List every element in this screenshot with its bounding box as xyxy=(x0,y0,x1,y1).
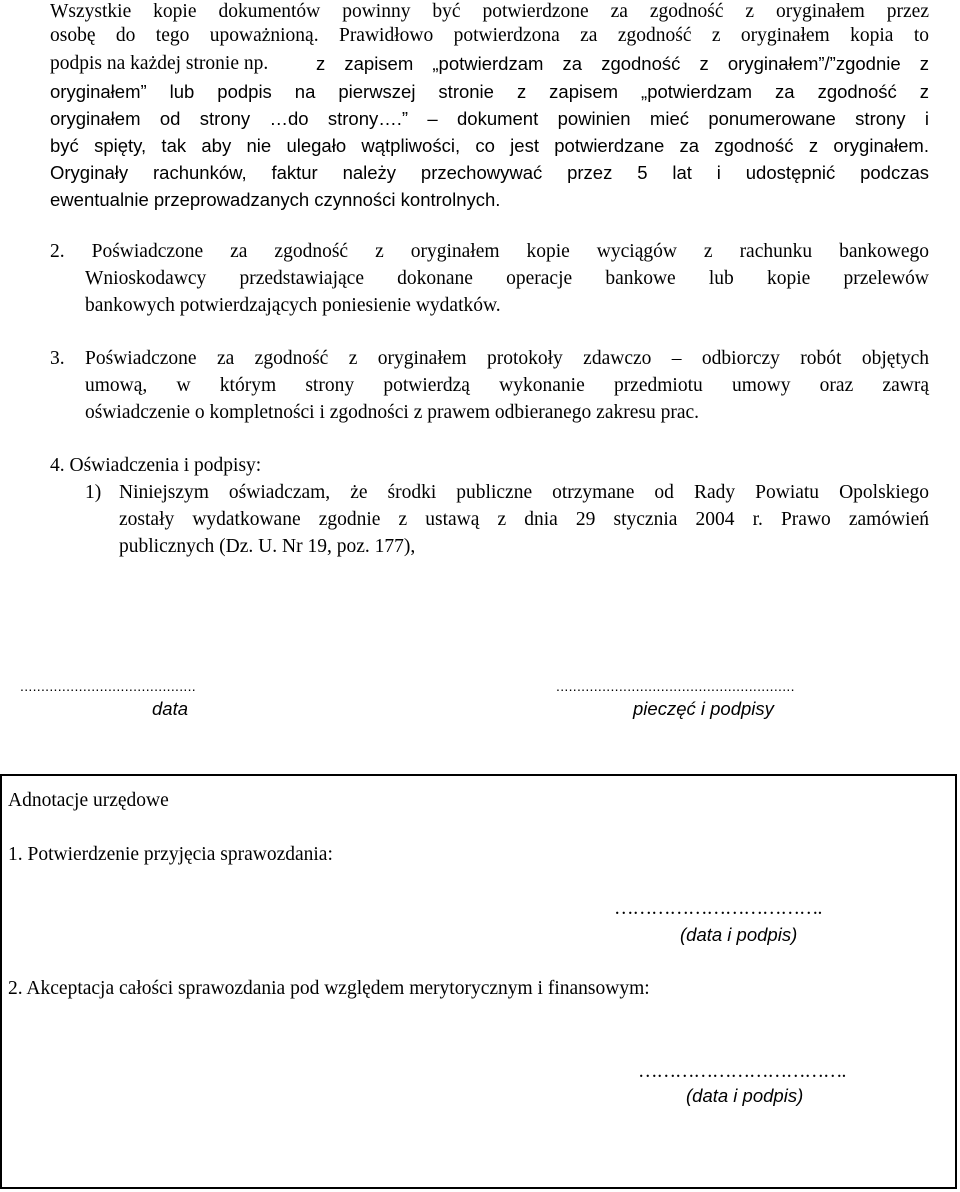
section4-heading: 4. Oświadczenia i podpisy: xyxy=(50,455,262,476)
stamp-signature-label: pieczęć i podpisy xyxy=(633,698,774,719)
section4-item-line-1: Niniejszym oświadczam, że środki publiczne otrzymane od Rady Powiatu Opolskiego xyxy=(119,482,929,503)
section3-line-3: oświadczenie o kompletności i zgodności z prawem odbieranego zakresu prac. xyxy=(85,402,700,423)
intro-line-1: Wszystkie kopie dokumentów powinny być potwierdzone za zgodność z oryginałem przez xyxy=(50,1,929,22)
date-label: data xyxy=(152,698,189,719)
section2-line-1: 2. Poświadczone za zgodność z oryginałem kopie wyciągów z rachunku bankowego xyxy=(50,241,929,262)
annotation-item-1: 1. Potwierdzenie przyjęcia sprawozdania: xyxy=(8,844,333,865)
section2-line-2: Wnioskodawcy przedstawiające dokonane operacje bankowe lub kopie przelewów xyxy=(85,268,929,289)
annotation-item-2: 2. Akceptacja całości sprawozdania pod względem merytorycznym i finansowym: xyxy=(8,978,650,999)
section4-item-line-3: publicznych (Dz. U. Nr 19, poz. 177), xyxy=(119,536,416,557)
intro-line-5: oryginałem od strony …do strony….” – dokument powinien mieć ponumerowane strony i xyxy=(50,108,929,129)
section3-line-2: umową, w którym strony potwierdzą wykonanie przedmiotu umowy oraz zawrą xyxy=(85,375,929,396)
intro-line-6: być spięty, tak aby nie ulegało wątpliwości, co jest potwierdzane za zgodność z oryginałem. xyxy=(50,135,929,156)
stamp-signature-dots: ......................................................... xyxy=(556,678,795,694)
intro-line-8: ewentualnie przeprowadzanych czynności kontrolnych. xyxy=(50,189,501,210)
section2-line-3: bankowych potwierdzających poniesienie wydatków. xyxy=(85,295,501,316)
intro-line-3b: z zapisem „potwierdzam za zgodność z oryginałem”/”zgodnie z xyxy=(316,53,929,74)
annotation-item-1-dots: ……………………………. xyxy=(614,898,822,919)
section4-item-line-2: zostały wydatkowane zgodnie z ustawą z dnia 29 stycznia 2004 r. Prawo zamówień xyxy=(119,509,929,530)
intro-line-7: Oryginały rachunków, faktur należy przechowywać przez 5 lat i udostępnić podczas xyxy=(50,162,929,183)
intro-line-4: oryginałem” lub podpis na pierwszej stronie z zapisem „potwierdzam za zgodność z xyxy=(50,81,929,102)
annotation-item-2-dots: ……………………………. xyxy=(638,1061,846,1082)
annotation-item-2-label: (data i podpis) xyxy=(686,1085,804,1106)
intro-line-3a: podpis na każdej stronie np. xyxy=(50,53,269,74)
section3-line-1: 3. Poświadczone za zgodność z oryginałem protokoły zdawczo – odbiorczy robót objętych xyxy=(50,348,929,369)
annotations-title: Adnotacje urzędowe xyxy=(8,790,169,811)
annotation-item-1-label: (data i podpis) xyxy=(680,924,798,945)
section4-item-number: 1) xyxy=(85,482,102,503)
date-dots: .......................................... xyxy=(20,678,196,694)
intro-line-2: osobę do tego upoważnioną. Prawidłowo potwierdzona za zgodność z oryginałem kopia to xyxy=(50,25,929,46)
